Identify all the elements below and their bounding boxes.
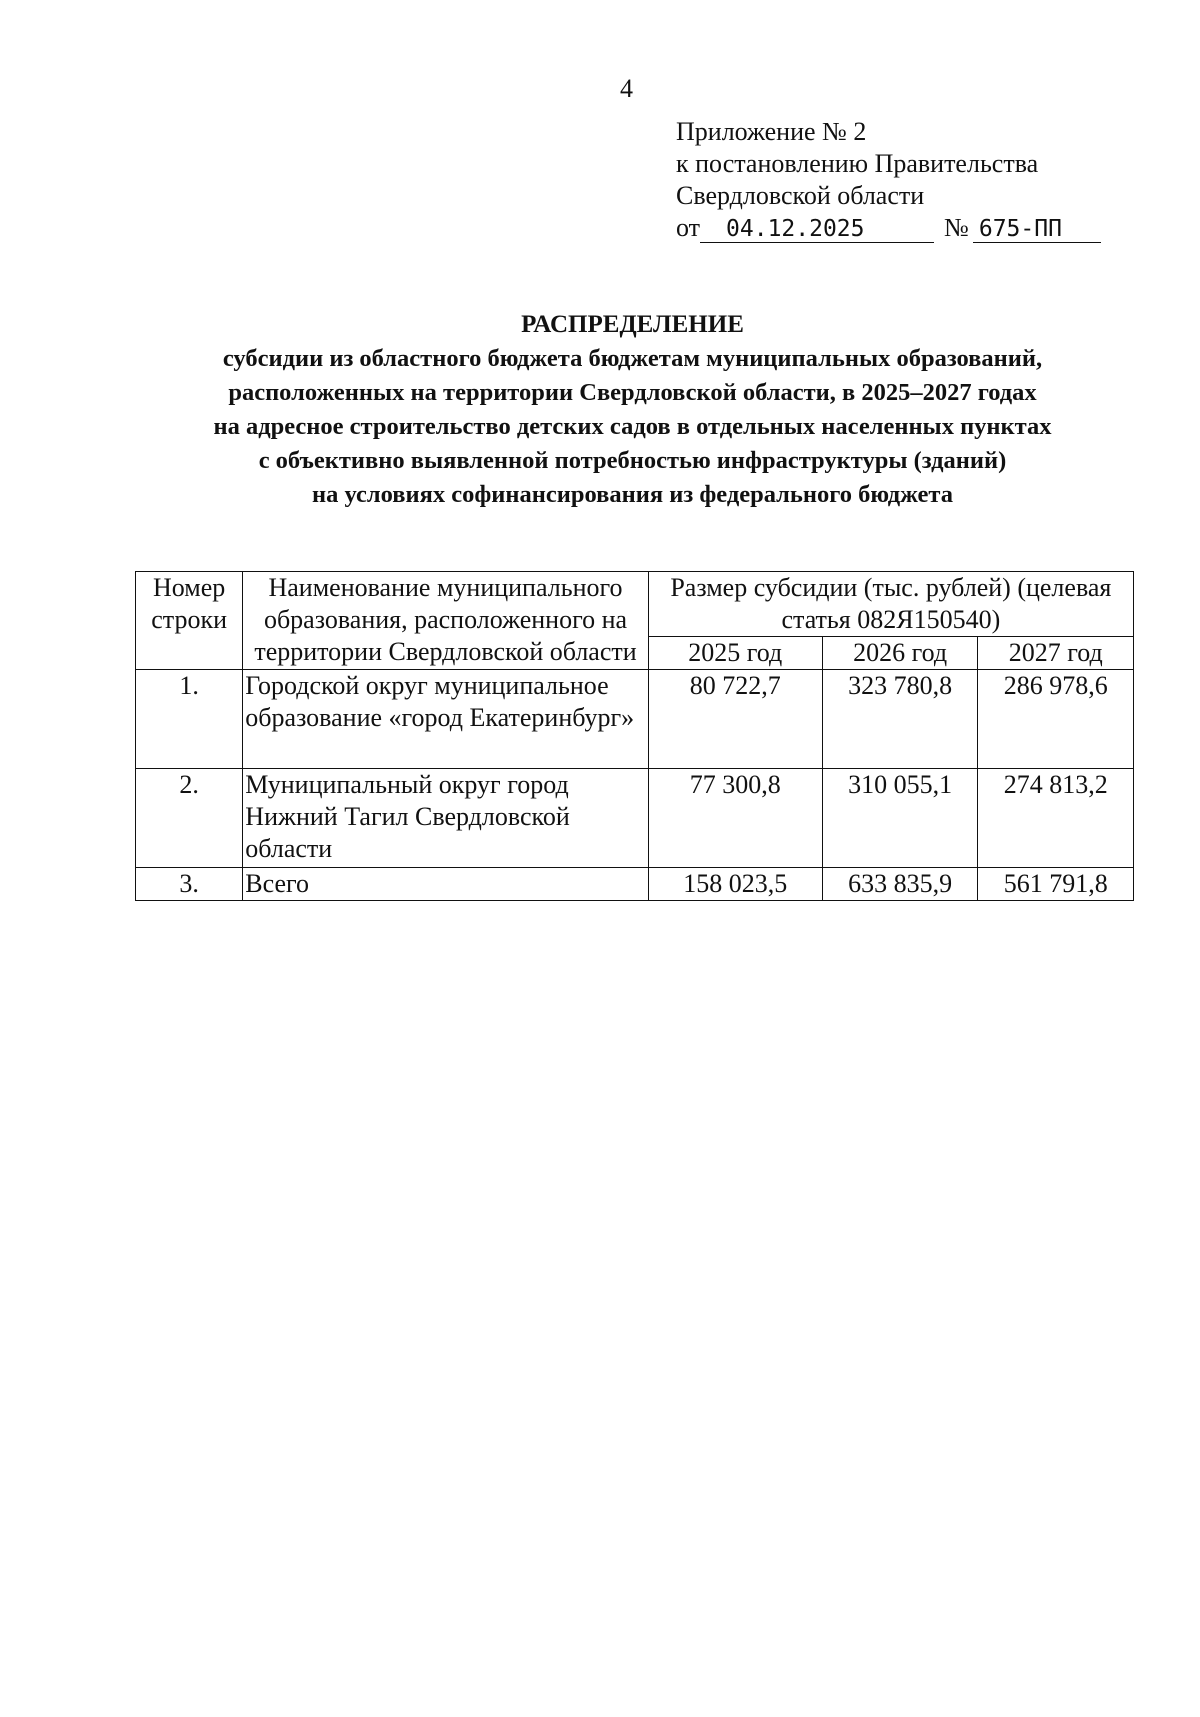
- table-row: [136, 769, 1134, 868]
- appendix-date-line: [676, 212, 1101, 244]
- table-row-total: [136, 868, 1134, 901]
- municipality-name: Муниципальный округ город Нижний Тагил Свердловской области: [243, 769, 648, 868]
- subsidy-table: [135, 571, 1134, 901]
- subsidy-2025: 77 300,8: [648, 769, 822, 868]
- municipality-name: Всего: [243, 868, 648, 901]
- appendix-line-2: к постановлению Правительства: [676, 149, 1039, 178]
- resolution-date: 04.12.2025: [700, 216, 934, 243]
- appendix-line-3: Свердловской области: [676, 181, 925, 210]
- header-municipality-name: Наименование муниципального образования, расположенного на территории Свердловской области: [243, 572, 648, 670]
- row-number: 1.: [136, 670, 243, 769]
- subsidy-2027: 286 978,6: [978, 670, 1134, 769]
- table-row: [136, 670, 1134, 769]
- row-number: 2.: [136, 769, 243, 868]
- date-prefix: от: [676, 213, 701, 242]
- header-row-number: Номер строки: [136, 572, 243, 670]
- row-number: 3.: [136, 868, 243, 901]
- resolution-number: 675-ПП: [973, 216, 1101, 243]
- subsidy-2025: 158 023,5: [648, 868, 822, 901]
- appendix-line-1: Приложение № 2: [676, 117, 867, 146]
- subsidy-2025: 80 722,7: [648, 670, 822, 769]
- header-subsidy-amount: Размер субсидии (тыс. рублей) (целевая статья 082Я150540): [648, 572, 1133, 637]
- document-title: [0, 308, 1200, 512]
- header-year-2025: 2025 год: [648, 637, 822, 670]
- subsidy-2026: 633 835,9: [822, 868, 978, 901]
- subsidy-2026: 310 055,1: [822, 769, 978, 868]
- appendix-header: [676, 116, 1101, 244]
- page-number: 4: [620, 74, 633, 103]
- municipality-name: Городской округ муниципальное образование «город Екатеринбург»: [243, 670, 648, 769]
- title-line-3: на адресное строительство детских садов в отдельных населенных пунктах: [213, 413, 1052, 440]
- subsidy-2026: 323 780,8: [822, 670, 978, 769]
- subsidy-2027: 561 791,8: [978, 868, 1134, 901]
- title-line-2: расположенных на территории Свердловской области, в 2025–2027 годах: [228, 379, 1037, 406]
- title-line-4: с объективно выявленной потребностью инфраструктуры (зданий): [258, 447, 1007, 474]
- title-line-1: субсидии из областного бюджета бюджетам муниципальных образований,: [222, 345, 1043, 372]
- header-year-2026: 2026 год: [822, 637, 978, 670]
- title-main: РАСПРЕДЕЛЕНИЕ: [521, 311, 744, 338]
- header-year-2027: 2027 год: [978, 637, 1134, 670]
- table-header-row: [136, 572, 1134, 637]
- subsidy-2027: 274 813,2: [978, 769, 1134, 868]
- title-line-5: на условиях софинансирования из федерального бюджета: [311, 481, 954, 508]
- number-sign: №: [944, 213, 969, 242]
